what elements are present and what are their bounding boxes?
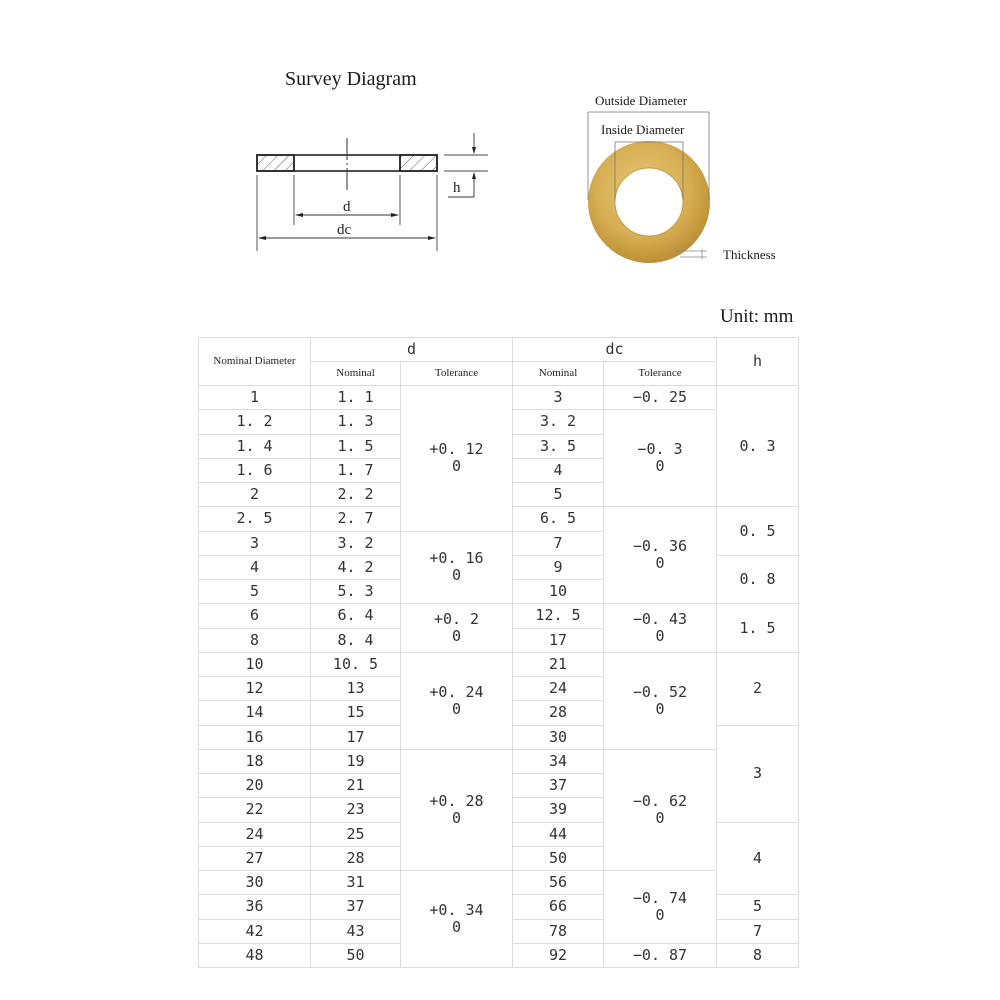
dc-nominal-cell: 12. 5 (513, 604, 604, 628)
nominal-diameter-cell: 8 (199, 628, 311, 652)
d-tolerance-upper: +0. 28 (429, 791, 484, 810)
d-nominal-cell: 50 (311, 943, 401, 967)
dc-nominal-cell: 5 (513, 483, 604, 507)
header-nominal-diameter: Nominal Diameter (199, 338, 311, 386)
h-cell: 8 (717, 943, 799, 967)
dc-tolerance-upper: −0. 43 (632, 610, 688, 628)
d-nominal-cell: 1. 7 (311, 458, 401, 482)
dc-tolerance-cell (604, 943, 717, 967)
dc-tolerance-cell (604, 507, 717, 604)
d-nominal-cell: 5. 3 (311, 580, 401, 604)
h-dimension (444, 133, 488, 197)
header-dc-nominal: Nominal (513, 362, 604, 386)
dc-tolerance-upper: −0. 36 (632, 537, 688, 556)
dc-nominal-cell: 21 (513, 652, 604, 676)
nominal-diameter-cell: 20 (199, 774, 311, 798)
nominal-diameter-cell: 30 (199, 871, 311, 895)
d-nominal-cell: 1. 1 (311, 386, 401, 410)
dc-nominal-cell: 39 (513, 798, 604, 822)
h-cell: 4 (717, 822, 799, 895)
h-cell: 0. 8 (717, 555, 799, 604)
dc-nominal-cell: 92 (513, 943, 604, 967)
dc-nominal-cell: 6. 5 (513, 507, 604, 531)
d-tolerance-upper: +0. 2 (433, 610, 480, 628)
nominal-diameter-cell: 22 (199, 798, 311, 822)
outside-diameter-label: Outside Diameter (595, 93, 688, 108)
h-label: h (453, 180, 461, 196)
header-d-nominal: Nominal (311, 362, 401, 386)
d-nominal-cell: 37 (311, 895, 401, 919)
brass-washer-photo (570, 80, 800, 275)
d-nominal-cell: 21 (311, 774, 401, 798)
dc-tolerance-upper: −0. 25 (632, 388, 688, 407)
nominal-diameter-cell: 27 (199, 846, 311, 870)
d-nominal-cell: 4. 2 (311, 555, 401, 579)
dc-nominal-cell: 9 (513, 555, 604, 579)
h-cell: 0. 3 (717, 386, 799, 507)
d-tolerance-lower: 0 (451, 566, 462, 585)
header-d: d (311, 338, 513, 362)
d-nominal-cell: 2. 7 (311, 507, 401, 531)
dc-tolerance-upper: −0. 3 (637, 440, 683, 459)
table-row (199, 652, 799, 676)
d-tolerance-lower: 0 (451, 699, 462, 718)
d-nominal-cell: 1. 3 (311, 410, 401, 434)
dc-tolerance-cell (604, 604, 717, 653)
dc-tolerance-cell (604, 749, 717, 870)
unit-label: Unit: mm (720, 306, 794, 327)
washer-image (588, 141, 710, 263)
nominal-diameter-cell: 1 (199, 386, 311, 410)
d-tolerance-lower: 0 (451, 457, 462, 476)
d-tolerance-cell (401, 531, 513, 604)
nominal-diameter-cell: 14 (199, 701, 311, 725)
d-nominal-cell: 6. 4 (311, 604, 401, 628)
h-cell: 1. 5 (717, 604, 799, 653)
dc-nominal-cell: 78 (513, 919, 604, 943)
nominal-diameter-cell: 48 (199, 943, 311, 967)
washer-dimension-table (198, 337, 799, 968)
dc-tolerance-lower: 0 (655, 457, 665, 476)
d-tolerance-cell (401, 871, 513, 968)
dc-tolerance-upper: −0. 74 (632, 888, 688, 907)
nominal-diameter-cell: 6 (199, 604, 311, 628)
d-nominal-cell: 10. 5 (311, 652, 401, 676)
dc-nominal-cell: 17 (513, 628, 604, 652)
d-nominal-cell: 19 (311, 749, 401, 773)
d-nominal-cell: 13 (311, 677, 401, 701)
dc-tolerance-upper: −0. 87 (632, 945, 688, 964)
d-tolerance-upper: +0. 24 (429, 682, 484, 701)
dc-nominal-cell: 7 (513, 531, 604, 555)
dc-tolerance-cell (604, 652, 717, 749)
thickness-label: Thickness (723, 247, 776, 262)
dc-label: dc (337, 222, 352, 238)
nominal-diameter-cell: 2. 5 (199, 507, 311, 531)
d-nominal-cell: 17 (311, 725, 401, 749)
dc-nominal-cell: 37 (513, 774, 604, 798)
nominal-diameter-cell: 1. 4 (199, 434, 311, 458)
survey-diagram-title: Survey Diagram (285, 68, 417, 90)
dc-nominal-cell: 3 (513, 386, 604, 410)
d-nominal-cell: 1. 5 (311, 434, 401, 458)
dc-nominal-cell: 50 (513, 846, 604, 870)
nominal-diameter-cell: 4 (199, 555, 311, 579)
nominal-diameter-cell: 24 (199, 822, 311, 846)
header-row-1 (199, 338, 799, 362)
dc-nominal-cell: 44 (513, 822, 604, 846)
dc-tolerance-lower: 0 (655, 627, 665, 645)
nominal-diameter-cell: 1. 2 (199, 410, 311, 434)
header-dc: dc (513, 338, 717, 362)
nominal-diameter-cell: 10 (199, 652, 311, 676)
d-nominal-cell: 15 (311, 701, 401, 725)
dc-nominal-cell: 56 (513, 871, 604, 895)
nominal-diameter-cell: 2 (199, 483, 311, 507)
dc-tolerance-upper: −0. 52 (632, 682, 688, 701)
d-nominal-cell: 23 (311, 798, 401, 822)
dc-tolerance-lower: 0 (655, 808, 665, 827)
table-row (199, 871, 799, 895)
nominal-diameter-cell: 16 (199, 725, 311, 749)
d-nominal-cell: 43 (311, 919, 401, 943)
header-d-tolerance: Tolerance (401, 362, 513, 386)
dc-nominal-cell: 24 (513, 677, 604, 701)
dc-tolerance-upper: −0. 62 (632, 791, 688, 810)
d-tolerance-upper: +0. 34 (429, 901, 484, 919)
nominal-diameter-cell: 12 (199, 677, 311, 701)
dc-tolerance-cell (604, 410, 717, 507)
dc-nominal-cell: 3. 2 (513, 410, 604, 434)
dc-nominal-cell: 28 (513, 701, 604, 725)
d-nominal-cell: 8. 4 (311, 628, 401, 652)
header-h: h (717, 338, 799, 386)
nominal-diameter-cell: 42 (199, 919, 311, 943)
table-row (199, 386, 799, 410)
d-nominal-cell: 25 (311, 822, 401, 846)
washer-cross-section-drawing (240, 125, 500, 255)
dc-tolerance-lower: 0 (655, 554, 665, 573)
d-nominal-cell: 28 (311, 846, 401, 870)
table-row (199, 749, 799, 773)
dc-nominal-cell: 4 (513, 458, 604, 482)
d-tolerance-lower: 0 (451, 627, 462, 645)
d-tolerance-cell (401, 749, 513, 870)
nominal-diameter-cell: 3 (199, 531, 311, 555)
dc-tolerance-lower: 0 (655, 905, 665, 924)
table-body (199, 386, 799, 968)
inside-diameter-label: Inside Diameter (601, 122, 685, 137)
d-nominal-cell: 31 (311, 871, 401, 895)
dc-tolerance-cell (604, 871, 717, 944)
h-cell: 2 (717, 652, 799, 725)
dc-nominal-cell: 10 (513, 580, 604, 604)
d-tolerance-upper: +0. 12 (429, 440, 484, 459)
h-cell: 5 (717, 895, 799, 919)
h-cell: 3 (717, 725, 799, 822)
dc-tolerance-cell (604, 386, 717, 410)
d-label: d (343, 199, 351, 215)
d-nominal-cell: 3. 2 (311, 531, 401, 555)
h-cell: 0. 5 (717, 507, 799, 556)
d-tolerance-cell (401, 386, 513, 532)
dc-nominal-cell: 66 (513, 895, 604, 919)
nominal-diameter-cell: 1. 6 (199, 458, 311, 482)
dc-nominal-cell: 30 (513, 725, 604, 749)
d-tolerance-cell (401, 604, 513, 653)
h-cell: 7 (717, 919, 799, 943)
table-row (199, 604, 799, 628)
header-dc-tolerance: Tolerance (604, 362, 717, 386)
dc-tolerance-lower: 0 (655, 699, 665, 718)
dc-nominal-cell: 3. 5 (513, 434, 604, 458)
d-tolerance-cell (401, 652, 513, 749)
nominal-diameter-cell: 18 (199, 749, 311, 773)
nominal-diameter-cell: 36 (199, 895, 311, 919)
d-tolerance-lower: 0 (451, 918, 462, 936)
d-tolerance-upper: +0. 16 (429, 549, 484, 568)
dc-nominal-cell: 34 (513, 749, 604, 773)
d-tolerance-lower: 0 (451, 808, 462, 827)
nominal-diameter-cell: 5 (199, 580, 311, 604)
d-nominal-cell: 2. 2 (311, 483, 401, 507)
